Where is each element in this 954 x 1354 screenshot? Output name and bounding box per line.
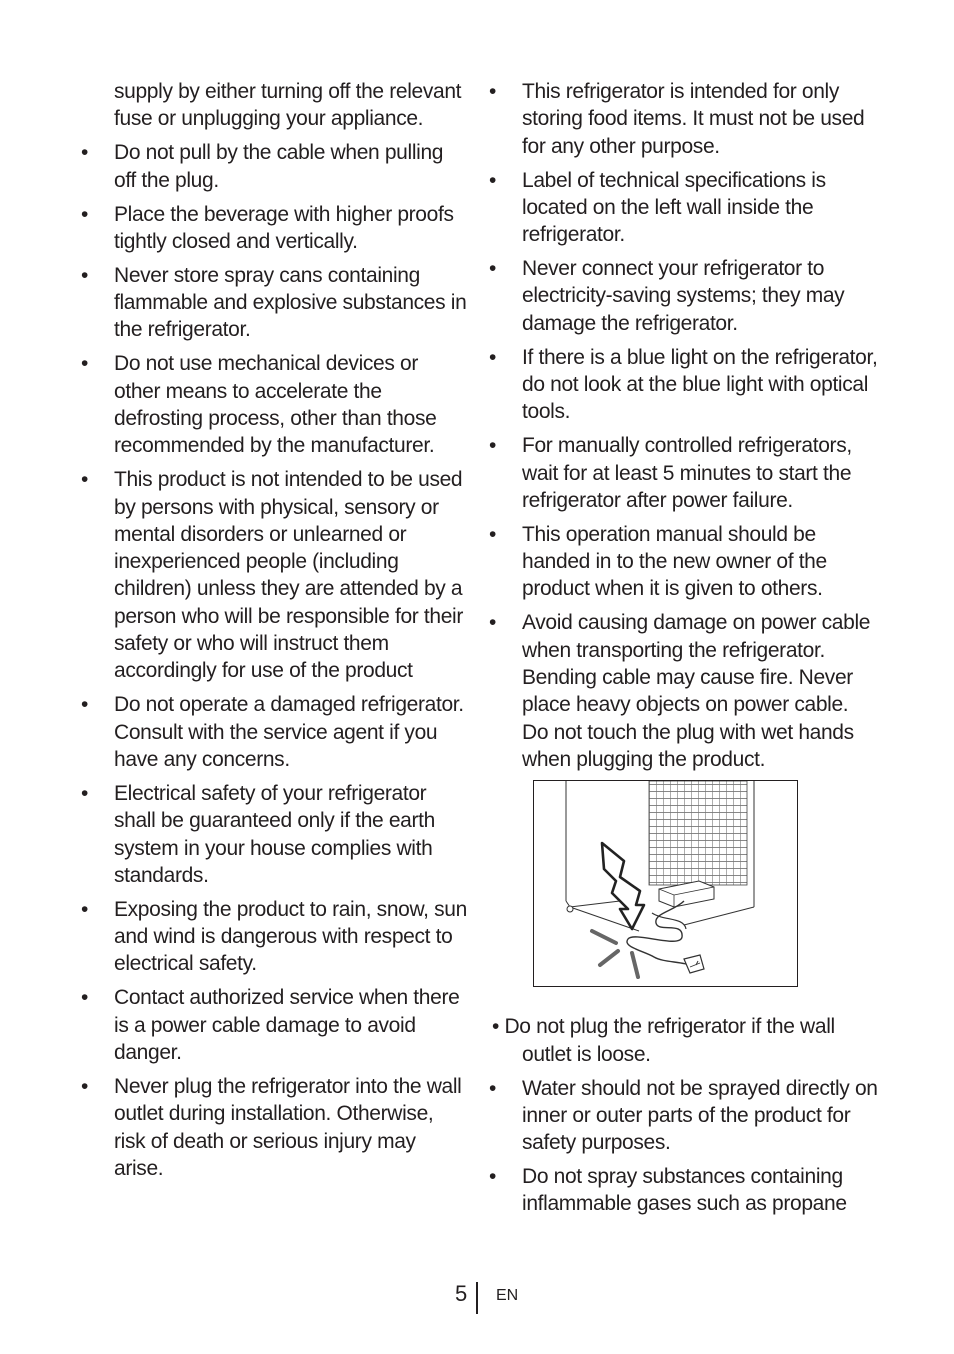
bullet-icon: • [489,80,497,103]
refrigerator-illustration-icon [534,781,797,986]
list-item: • Do not pull by the cable when pulling off the plug. [81,141,444,192]
list-item: • Never connect your refrigerator to electricity-saving systems; they may damage the refrigerator. [489,257,845,335]
list-item: • Avoid causing damage on power cable when transporting the refrigerator. Bending cable may cause fire. Never place heavy objects on power cable. Do not touch the plug with wet hands when plugging the product. [489,611,871,771]
bullet-icon: • [81,468,89,492]
bullet-icon: • [81,352,89,376]
list-item: • If there is a blue light on the refrigerator, do not look at the blue light with optical tools. [489,345,878,424]
bullet-icon: • [489,1076,497,1100]
right-column [484,78,879,1224]
bullet-icon: • [489,1165,497,1189]
bullet-icon: • [489,611,497,635]
list-item: • Never store spray cans containing flammable and explosive substances in the refrigerator. [81,263,467,342]
bullet-icon: • [81,897,89,921]
continued-paragraph: supply by either turning off the relevant fuse or unplugging your appliance. [114,80,462,131]
list-item: • Do not use mechanical devices or other means to accelerate the defrosting process, other than those recommended by the manufacturer. [81,352,437,458]
list-item: • This operation manual should be handed in to the new owner of the product when it is given to others. [489,522,827,601]
list-item: • Electrical safety of your refrigerator shall be guaranteed only if the earth system in your house complies with standards. [81,781,435,887]
list-item: • For manually controlled refrigerators, wait for at least 5 minutes to start the refrigerator after power failure. [489,434,852,512]
bullet-icon: • [81,781,89,805]
bullet-icon: • [81,986,89,1010]
language-code: EN [496,1287,519,1304]
list-item: • Label of technical specifications is located on the left wall inside the refrigerator. [489,168,826,247]
list-item: • Do not operate a damaged refrigerator. Consult with the service agent if you have any concerns. [81,693,464,771]
list-item: • This product is not intended to be used by persons with physical, sensory or mental disorders or unlearned or inexperienced people (including children) unless they are attended by a person who will be responsible for their safety or who will instruct them accordingly for use of the product [81,468,464,683]
list-item: • This refrigerator is intended for only storing food items. It must not be used for any other purpose. [489,80,865,158]
bullet-icon: • [489,168,497,192]
list-item: • Do not spray substances containing inflammable gases such as propane [489,1165,847,1216]
footer-divider [476,1282,478,1314]
list-item: • Contact authorized service when there is a power cable damage to avoid danger. [81,986,460,1064]
refrigerator-power-cable-warning-illustration [533,780,798,987]
list-item: • Exposing the product to rain, snow, sun and wind is dangerous with respect to electrical safety. [81,897,467,976]
bullet-icon: • [81,693,89,717]
list-item: • Water should not be sprayed directly on inner or outer parts of the product for safety purposes. [489,1076,878,1155]
page-number: 5 [455,1281,468,1306]
list-item: • Never plug the refrigerator into the wall outlet during installation. Otherwise, risk of death or serious injury may arise. [81,1074,462,1180]
page-footer [0,1280,954,1320]
list-item-inline: • Do not plug the refrigerator if the wall outlet is loose. [492,1015,835,1066]
bullet-icon: • [489,434,497,458]
bullet-icon: • [81,202,89,226]
bullet-icon: • [489,522,497,546]
left-column [76,78,468,1189]
list-item: • Place the beverage with higher proofs tightly closed and vertically. [81,202,454,253]
bullet-icon: • [81,141,89,165]
bullet-icon: • [489,257,497,281]
bullet-icon: • [81,263,89,287]
bullet-icon: • [81,1074,89,1098]
bullet-icon: • [489,345,497,369]
